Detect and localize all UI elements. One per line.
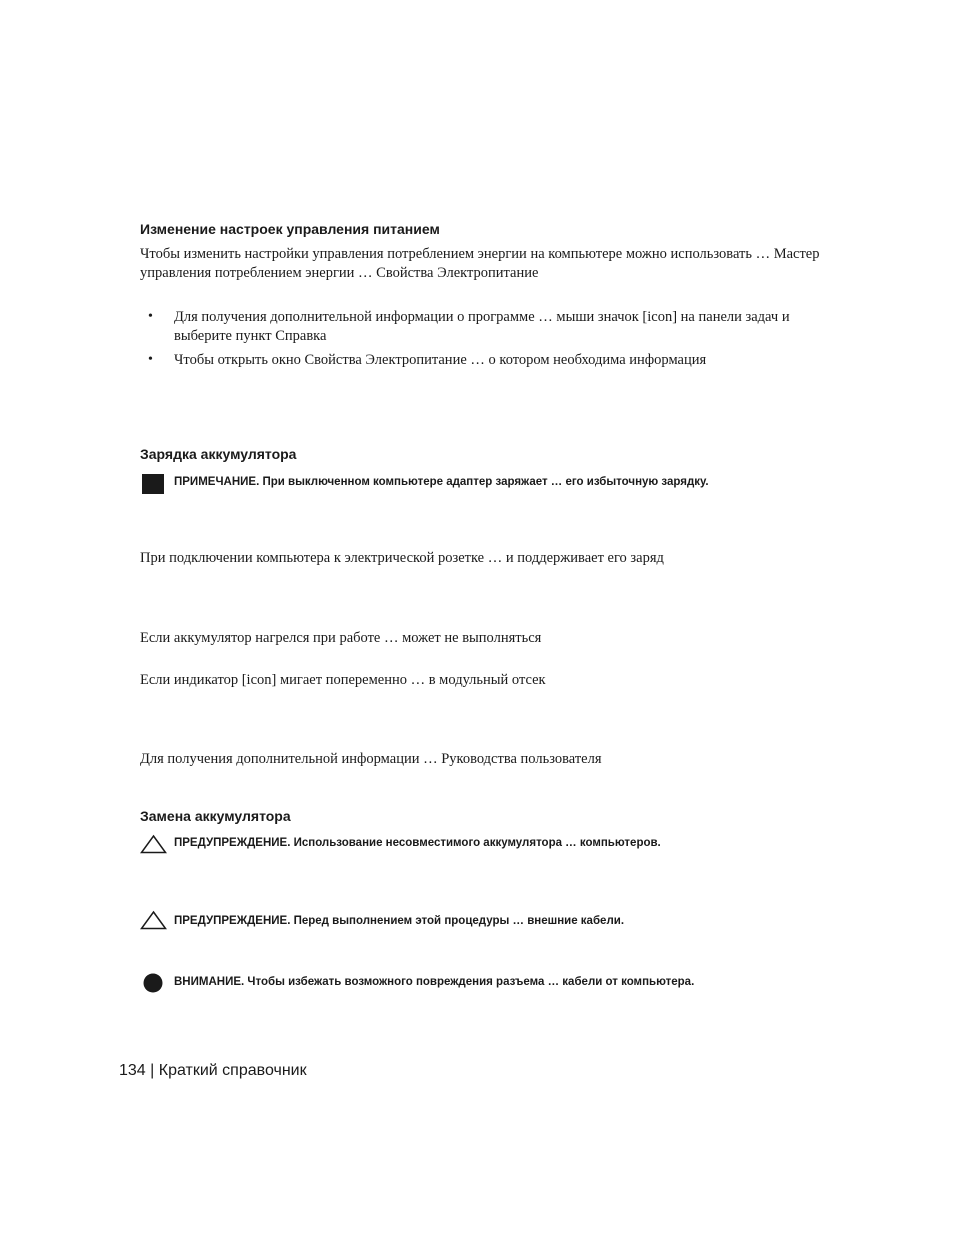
section-heading: Зарядка аккумулятора xyxy=(140,446,297,462)
caution-text: ВНИМАНИЕ. Чтобы избежать возможного повреждения разъема … кабели от компьютера. xyxy=(174,976,695,988)
bullet-marker: • xyxy=(148,352,153,367)
warning-text: ПРЕДУПРЕЖДЕНИЕ. Использование несовместимого аккумулятора … компьютеров. xyxy=(174,837,661,849)
bullet-marker: • xyxy=(148,309,153,324)
intro-paragraph: Чтобы изменить настройки управления потреблением энергии на компьютере можно использовать … Мастер управления потреблением энергии … Свойства Электропитание xyxy=(140,246,820,281)
paragraph: Если индикатор [icon] мигает попеременно … в модульный отсек xyxy=(140,672,546,688)
footer xyxy=(119,1062,307,1080)
warning-triangle-icon xyxy=(140,910,167,930)
bullet-item: Чтобы открыть окно Свойства Электропитание … о котором необходима информация xyxy=(174,352,707,368)
footer-title: Краткий справочник xyxy=(158,1062,307,1079)
footer-separator: | xyxy=(150,1062,155,1079)
section-heading: Замена аккумулятора xyxy=(140,808,291,824)
section-heading: Изменение настроек управления питанием xyxy=(140,221,440,237)
note-text: ПРИМЕЧАНИЕ. При выключенном компьютере адаптер заряжает … его избыточную зарядку. xyxy=(174,476,709,488)
paragraph: При подключении компьютера к электрической розетке … и поддерживает его заряд xyxy=(140,550,664,566)
page-number: 134 xyxy=(119,1062,146,1079)
warning-triangle-icon xyxy=(140,834,167,854)
warning-text: ПРЕДУПРЕЖДЕНИЕ. Перед выполнением этой процедуры … внешние кабели. xyxy=(174,915,625,927)
paragraph: Для получения дополнительной информации … Руководства пользователя xyxy=(140,751,602,767)
bullet-item: Для получения дополнительной информации о программе … мыши значок [icon] на панели задач и выберите пункт Справка xyxy=(174,309,790,344)
caution-icon xyxy=(142,973,164,993)
paragraph: Если аккумулятор нагрелся при работе … может не выполняться xyxy=(140,630,542,646)
note-pencil-icon xyxy=(142,474,164,494)
